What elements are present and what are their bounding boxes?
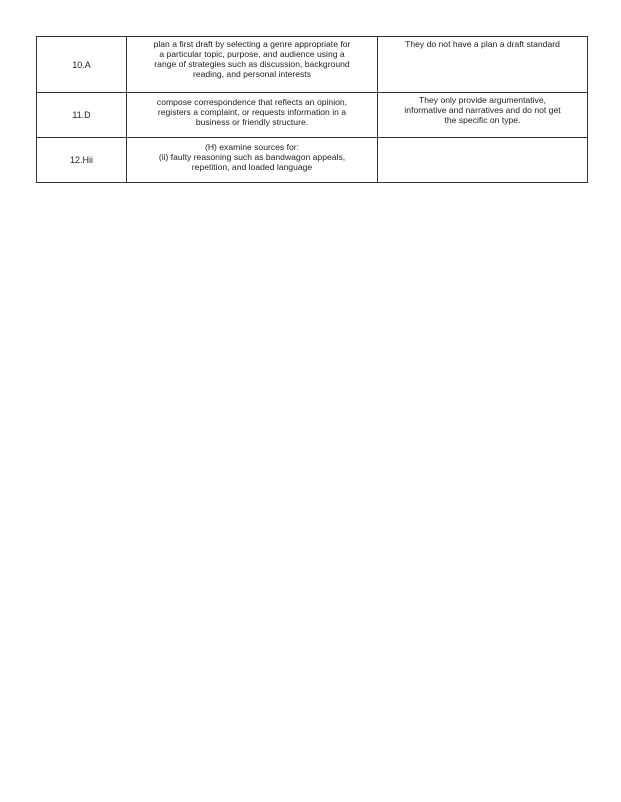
standards-table [36, 36, 588, 183]
standard-code-cell [37, 37, 127, 93]
table-row [37, 37, 588, 93]
table-row [37, 138, 588, 183]
note-line: the specific on type. [444, 115, 521, 125]
description-line: business or friendly structure. [195, 117, 309, 127]
standard-code: 10.A [72, 59, 91, 70]
description-line: registers a complaint, or requests information in a [157, 107, 347, 117]
standard-description-cell [127, 37, 378, 93]
description-line: range of strategies such as discussion, background [154, 59, 350, 69]
description-line: compose correspondence that reflects an opinion, [156, 97, 348, 107]
note-line: informative and narratives and do not get [404, 105, 561, 115]
description-line: plan a first draft by selecting a genre appropriate for [153, 39, 351, 49]
note-cell [378, 37, 588, 93]
description-line: (H) examine sources for: [204, 142, 300, 152]
description-line: reading, and personal interests [192, 69, 311, 79]
standard-code: 11.D [72, 110, 91, 120]
description-line: a particular topic, purpose, and audience using a [159, 49, 345, 59]
standard-code-cell [37, 138, 127, 183]
standard-code: 12.Hii [69, 155, 93, 165]
standard-description-cell [127, 138, 378, 183]
table-row [37, 93, 588, 138]
note-cell [378, 93, 588, 138]
standard-code-cell [37, 93, 127, 138]
note-line: They only provide argumentative, [418, 95, 547, 105]
description-line: (ii) faulty reasoning such as bandwagon appeals, [158, 152, 346, 162]
note-cell-empty [378, 138, 588, 183]
standard-description-cell [127, 93, 378, 138]
note-line: They do not have a plan a draft standard [405, 39, 560, 49]
description-line: repetition, and loaded language [191, 162, 313, 172]
